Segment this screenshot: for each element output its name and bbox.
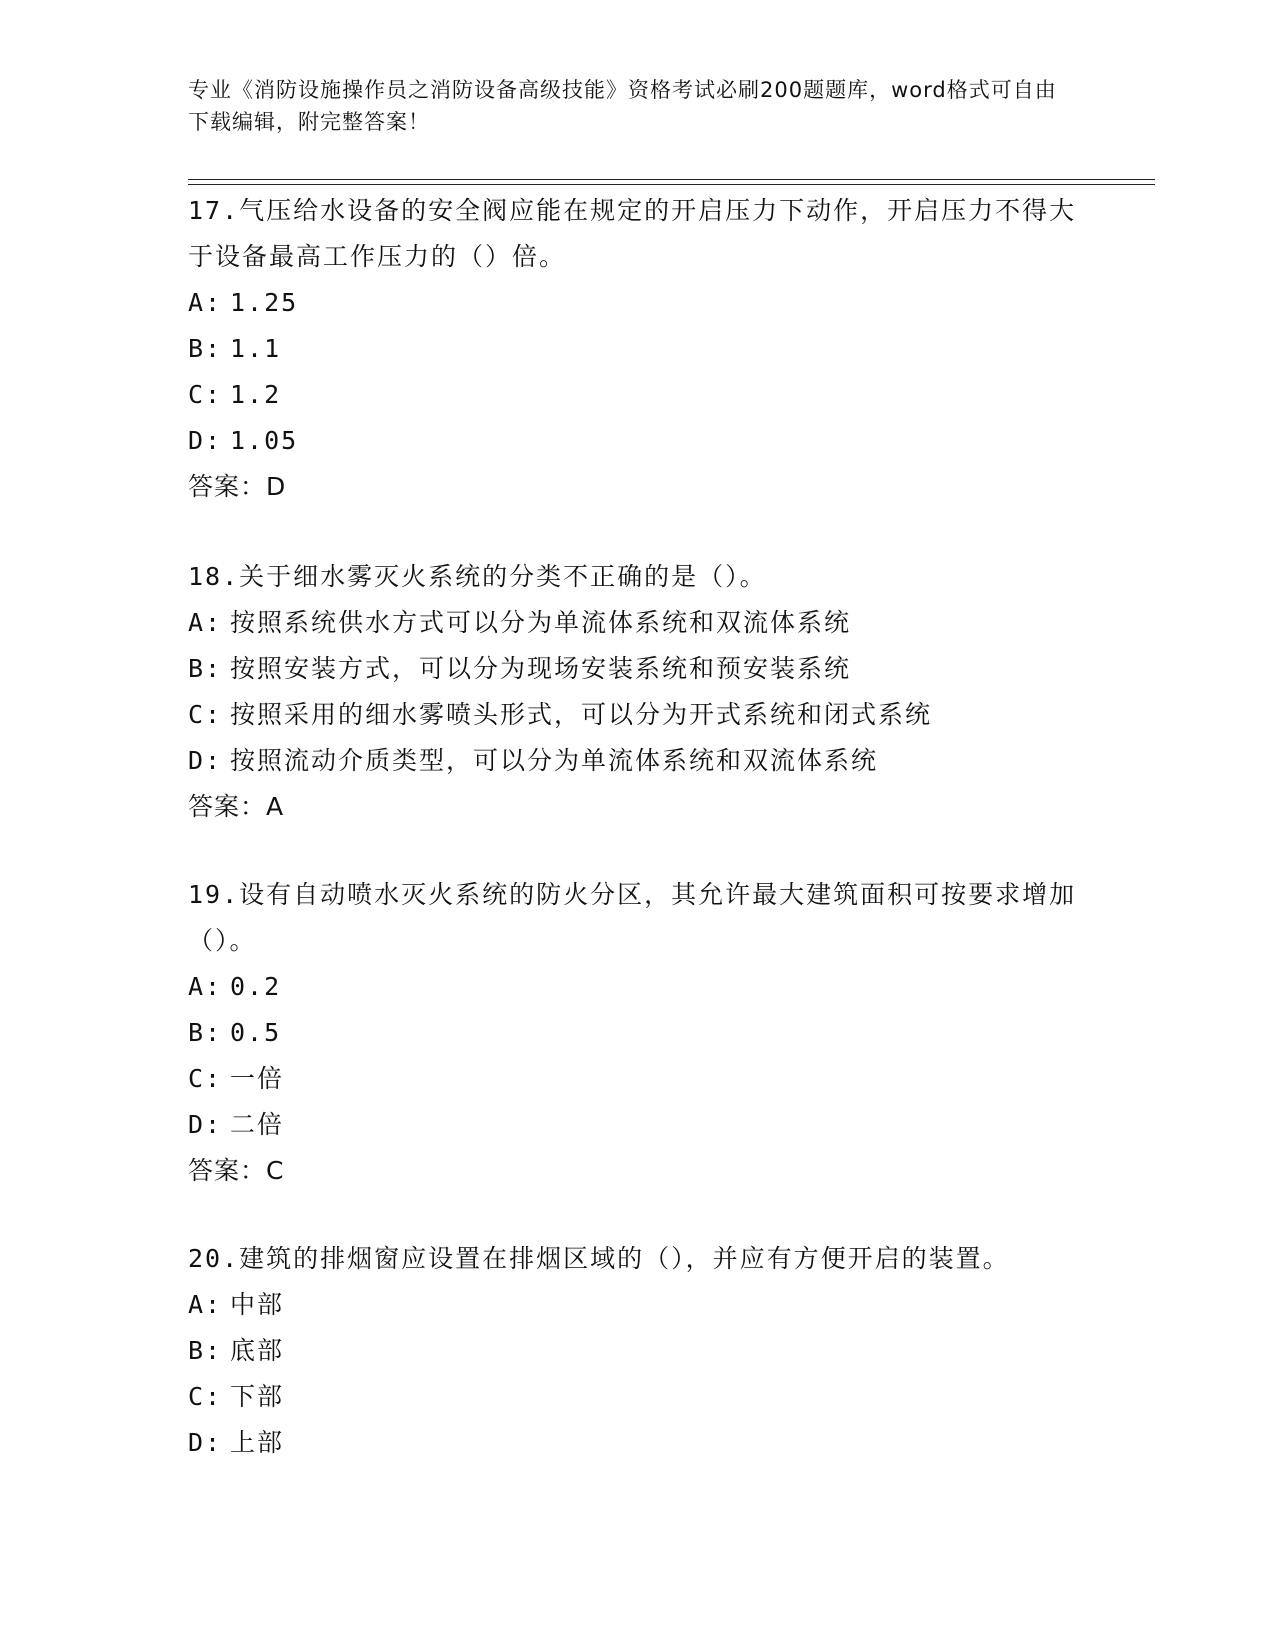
option-d	[188, 418, 1088, 464]
option-b	[188, 646, 1088, 692]
question-stem: 17.气压给水设备的安全阀应能在规定的开启压力下动作，开启压力不得大于设备最高工作压力的（）倍。	[188, 196, 1077, 271]
option-letter: D:	[188, 1110, 223, 1139]
option-text: 按照采用的细水雾喷头形式，可以分为开式系统和闭式系统	[230, 700, 933, 729]
option-text: 0.2	[230, 972, 282, 1001]
option-text: 一倍	[230, 1064, 285, 1093]
option-d	[188, 1420, 1088, 1466]
question-stem: 20.建筑的排烟窗应设置在排烟区域的（），并应有方便开启的装置。	[188, 1244, 1010, 1273]
question-18	[188, 554, 1088, 830]
option-text: 底部	[230, 1336, 285, 1365]
option-letter: B:	[188, 1018, 223, 1047]
option-a	[188, 1282, 1088, 1328]
header-divider-bottom	[188, 184, 1155, 185]
option-letter: C:	[188, 1382, 223, 1411]
question-19	[188, 872, 1088, 1194]
option-text: 上部	[230, 1428, 285, 1457]
answer-line: 答案：D	[188, 472, 287, 501]
option-letter: C:	[188, 700, 223, 729]
option-letter: D:	[188, 746, 223, 775]
option-d	[188, 738, 1088, 784]
option-a	[188, 964, 1088, 1010]
option-text: 按照安装方式，可以分为现场安装系统和预安装系统	[230, 654, 852, 683]
option-text: 下部	[230, 1382, 285, 1411]
option-text: 1.2	[230, 380, 282, 409]
question-stem: 19.设有自动喷水灭火系统的防火分区，其允许最大建筑面积可按要求增加（）。	[188, 880, 1077, 955]
answer-line: 答案：C	[188, 1156, 285, 1185]
option-letter: B:	[188, 1336, 223, 1365]
option-c	[188, 1056, 1088, 1102]
option-text: 中部	[230, 1290, 285, 1319]
option-b	[188, 1328, 1088, 1374]
option-letter: C:	[188, 380, 223, 409]
option-text: 按照系统供水方式可以分为单流体系统和双流体系统	[230, 608, 852, 637]
option-letter: A:	[188, 608, 223, 637]
question-stem: 18.关于细水雾灭火系统的分类不正确的是（）。	[188, 562, 767, 591]
option-letter: D:	[188, 1428, 223, 1457]
option-a	[188, 280, 1088, 326]
option-a	[188, 600, 1088, 646]
question-20	[188, 1236, 1088, 1466]
option-text: 1.05	[230, 426, 299, 455]
option-letter: D:	[188, 426, 223, 455]
option-letter: B:	[188, 654, 223, 683]
document-header: 专业《消防设施操作员之消防设备高级技能》资格考试必刷200题题库，word格式可自由下载编辑，附完整答案！	[188, 78, 1057, 134]
header-divider-top	[188, 179, 1155, 180]
option-text: 二倍	[230, 1110, 285, 1139]
option-c	[188, 692, 1088, 738]
option-letter: B:	[188, 334, 223, 363]
option-letter: A:	[188, 288, 223, 317]
option-b	[188, 326, 1088, 372]
option-text: 1.25	[230, 288, 299, 317]
option-b	[188, 1010, 1088, 1056]
option-letter: A:	[188, 1290, 223, 1319]
option-text: 按照流动介质类型，可以分为单流体系统和双流体系统	[230, 746, 879, 775]
option-letter: C:	[188, 1064, 223, 1093]
option-c	[188, 372, 1088, 418]
option-d	[188, 1102, 1088, 1148]
option-text: 0.5	[230, 1018, 282, 1047]
option-text: 1.1	[230, 334, 282, 363]
answer-line: 答案：A	[188, 792, 285, 821]
option-c	[188, 1374, 1088, 1420]
question-17	[188, 188, 1088, 510]
option-letter: A:	[188, 972, 223, 1001]
